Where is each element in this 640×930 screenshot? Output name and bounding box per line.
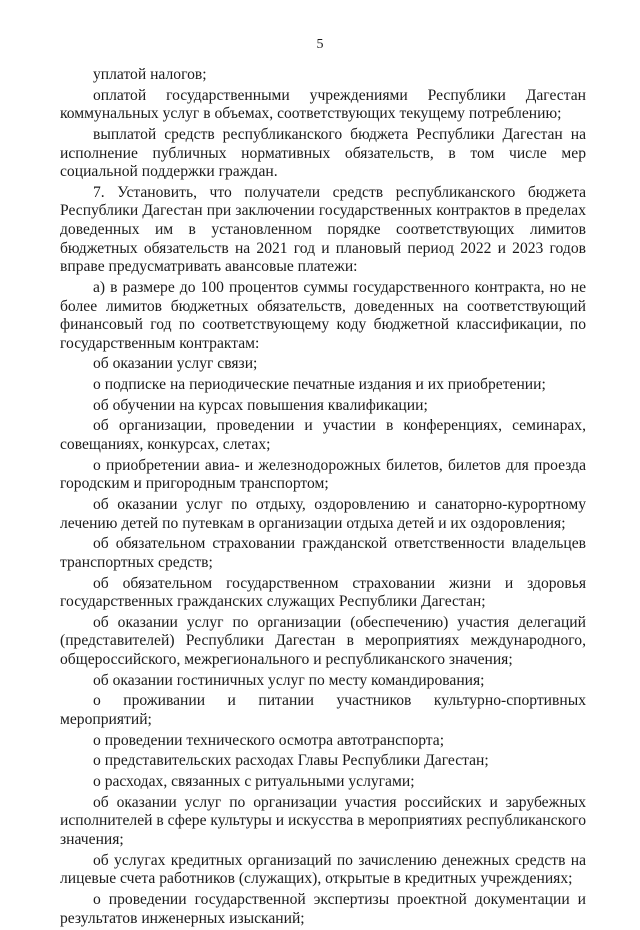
paragraph: об оказании услуг по организации участия российских и зарубежных исполнителей в сфере культуры и искусства в мероприятиях республиканского значения; (60, 793, 586, 848)
paragraph: об оказании услуг связи; (93, 355, 258, 373)
paragraph: о приобретении авиа- и железнодорожных билетов, билетов для проезда городским и пригородным транспортом; (60, 456, 586, 493)
paragraph: уплатой налогов; (93, 66, 207, 83)
paragraph: об оказании услуг по организации (обеспечению) участия делегаций (представителей) Республики Дагестан в мероприятиях международного, общероссийского, межрегионального и республиканского значения; (60, 613, 586, 669)
paragraph: 7. Установить, что получатели средств республиканского бюджета Республики Дагестан при заключении государственных контрактов в пределах доведенных им в установленном порядке соответствующих лимитов бюджетных обязательств на 2021 год и плановый период 2022 и 2023 годов вправе предусматривать авансовые платежи: (60, 183, 586, 276)
paragraph: об обязательном страховании гражданской ответственности владельцев транспортных средств; (60, 535, 586, 571)
paragraph: а) в размере до 100 процентов суммы государственного контракта, но не более лимитов бюджетных обязательств, доведенных на соответствующий финансовый год по соответствующему коду бюджетной классификации, по государственным контрактам: (60, 278, 586, 352)
paragraph: об обязательном государственном страховании жизни и здоровья государственных гражданских служащих Республики Дагестан; (60, 574, 586, 611)
paragraph: об оказании гостиничных услуг по месту командирования; (93, 671, 485, 689)
paragraph: выплатой средств республиканского бюджета Республики Дагестан на исполнение публичных нормативных обязательств, в том числе мер социальной поддержки граждан. (60, 125, 586, 181)
page-number: 5 (316, 37, 324, 52)
paragraph: оплатой государственными учреждениями Республики Дагестан коммунальных услуг в объемах, соответствующих текущему потреблению; (60, 86, 586, 123)
paragraph: об оказании услуг по отдыху, оздоровлению и санаторно-курортному лечению детей по путевкам в организации отдыха детей и их оздоровления; (60, 496, 586, 532)
paragraph: о проведении государственной экспертизы проектной документации и результатов инженерных изысканий; (60, 890, 586, 927)
paragraph: о проведении технического осмотра автотранспорта; (93, 731, 445, 749)
paragraph: о подписке на периодические печатные издания и их приобретении; (93, 376, 546, 394)
document-body (60, 66, 586, 930)
paragraph: о проживании и питании участников культурно-спортивных мероприятий; (60, 692, 586, 728)
paragraph: об услугах кредитных организаций по зачислению денежных средств на лицевые счета работников (служащих), открытые в кредитных учреждениях; (60, 851, 586, 888)
paragraph: о расходах, связанных с ритуальными услугами; (93, 773, 415, 791)
paragraph: о представительских расходах Главы Республики Дагестан; (93, 752, 489, 770)
paragraph: об обучении на курсах повышения квалификации; (93, 396, 428, 414)
paragraph: об организации, проведении и участии в конференциях, семинарах, совещаниях, конкурсах, слетах; (60, 417, 586, 454)
